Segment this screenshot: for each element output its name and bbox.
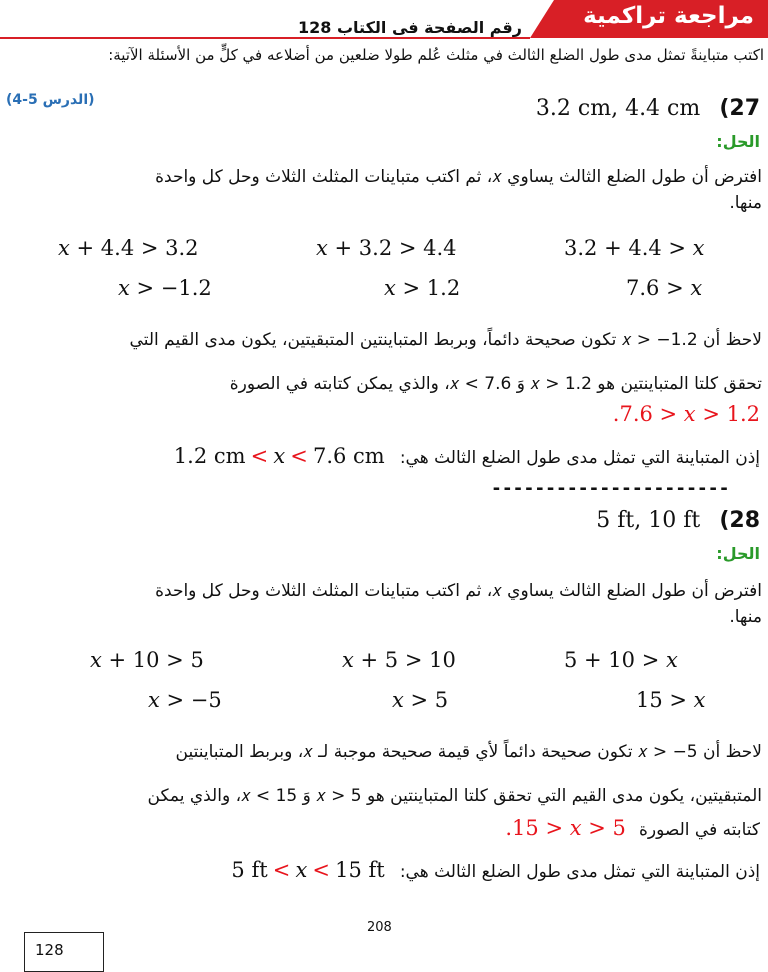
question-28-intro (6, 578, 762, 630)
question-28-note-line3: كتابته في الصورة (638, 820, 760, 840)
q27-final-x: 𝑥 (273, 444, 286, 468)
question-27-number: (27 (719, 96, 760, 121)
question-28-note (6, 730, 762, 818)
question-27-final (174, 444, 760, 468)
q28-ineq-2: 𝑥 + 5 > 10 (342, 648, 456, 672)
question-28-given: 5 ft, 10 ft (596, 508, 701, 533)
question-27-intro-line1: افترض أن طول الضلع الثالث يساوي 𝑥، ثم اكتب متباينات المثلث الثلاث وحل كل واحدة (155, 167, 762, 187)
question-28-final (231, 858, 760, 882)
q27-sol-3: 7.6 > 𝑥 (626, 276, 703, 300)
q27-final-lt2: < (290, 444, 308, 468)
question-28-compound-inequality: .15 > 𝑥 > 5 (505, 816, 626, 840)
question-27-intro-line2: منها. (729, 193, 762, 213)
question-27-note (6, 318, 762, 406)
question-28-intro-line1: افترض أن طول الضلع الثالث يساوي 𝑥، ثم اكتب متباينات المثلث الثلاث وحل كل واحدة (155, 581, 762, 601)
q27-final-b: 7.6 cm (312, 444, 385, 468)
q28-sol-1: 𝑥 > −5 (148, 688, 222, 712)
question-28-note-line3-wrap (505, 816, 760, 840)
question-27-given: 3.2 cm, 4.4 cm (535, 96, 701, 121)
question-28-header (596, 508, 760, 533)
lesson-reference: (الدرس 5-4) (6, 92, 95, 108)
q28-final-b: 15 ft (335, 858, 385, 882)
question-27-intro (6, 164, 762, 216)
book-page-reference: رقم الصفحة فى الكتاب 128 (297, 18, 522, 37)
question-27-note-line1: لاحظ أن 𝑥 > −1.2 تكون صحيحة دائماً، وبربط المتباينتين المتبقيتين، يكون مدى القيم التي (129, 330, 762, 350)
q28-sol-3: 15 > 𝑥 (636, 688, 706, 712)
section-title: مراجعة تراكمية (583, 3, 754, 29)
q27-ineq-3: 3.2 + 4.4 > 𝑥 (564, 236, 705, 260)
question-27-compound-inequality: .7.6 > 𝑥 > 1.2 (612, 402, 760, 426)
q27-sol-1: 𝑥 > −1.2 (118, 276, 212, 300)
header-rule (0, 37, 530, 39)
q27-final-text: إذن المتباينة التي تمثل مدى طول الضلع الثالث هي: (399, 448, 760, 468)
question-28-intro-line2: منها. (729, 607, 762, 627)
q27-ineq-1: 𝑥 + 4.4 > 3.2 (58, 236, 199, 260)
question-27-note-line2: تحقق كلتا المتباينتين هو 𝑥 > 1.2 وَ 𝑥 < 7.6، والذي يمكن كتابته في الصورة (229, 374, 762, 394)
separator: ---------------------- (491, 478, 730, 499)
q28-final-text: إذن المتباينة التي تمثل مدى طول الضلع الثالث هي: (399, 862, 760, 882)
q28-final-lt2: < (312, 858, 331, 882)
q28-final-x: 𝑥 (295, 858, 308, 882)
instructions: اكتب متباينةً تمثل مدى طول الضلع الثالث في مثلث عُلم طولا ضلعين من أضلاعه في كلٍّ من الأسئلة الآتية: (108, 46, 764, 64)
q28-ineq-3: 5 + 10 > 𝑥 (564, 648, 678, 672)
q27-final-lt1: < (250, 444, 269, 468)
question-27-solution-label: الحل: (716, 132, 760, 151)
q27-sol-2: 𝑥 > 1.2 (384, 276, 461, 300)
book-page-box: 128 (24, 932, 104, 972)
q27-final-a: 1.2 cm (173, 444, 246, 468)
page-number: 208 (367, 920, 392, 935)
q28-final-lt1: < (272, 858, 291, 882)
question-28-note-line2: المتبقيتين، يكون مدى القيم التي تحقق كلتا المتباينتين هو 𝑥 > 5 وَ 𝑥 < 15، والذي يمكن (147, 786, 762, 806)
q27-ineq-2: 𝑥 + 3.2 > 4.4 (316, 236, 457, 260)
question-28-number: (28 (719, 508, 760, 533)
q28-final-a: 5 ft (231, 858, 268, 882)
question-27-header (536, 96, 760, 121)
q28-sol-2: 𝑥 > 5 (392, 688, 449, 712)
q28-ineq-1: 𝑥 + 10 > 5 (90, 648, 204, 672)
question-28-solution-label: الحل: (716, 544, 760, 563)
question-28-note-line1: لاحظ أن 𝑥 > −5 تكون صحيحة دائماً لأي قيمة صحيحة موجبة لـ 𝑥، وبربط المتباينتين (175, 742, 762, 762)
